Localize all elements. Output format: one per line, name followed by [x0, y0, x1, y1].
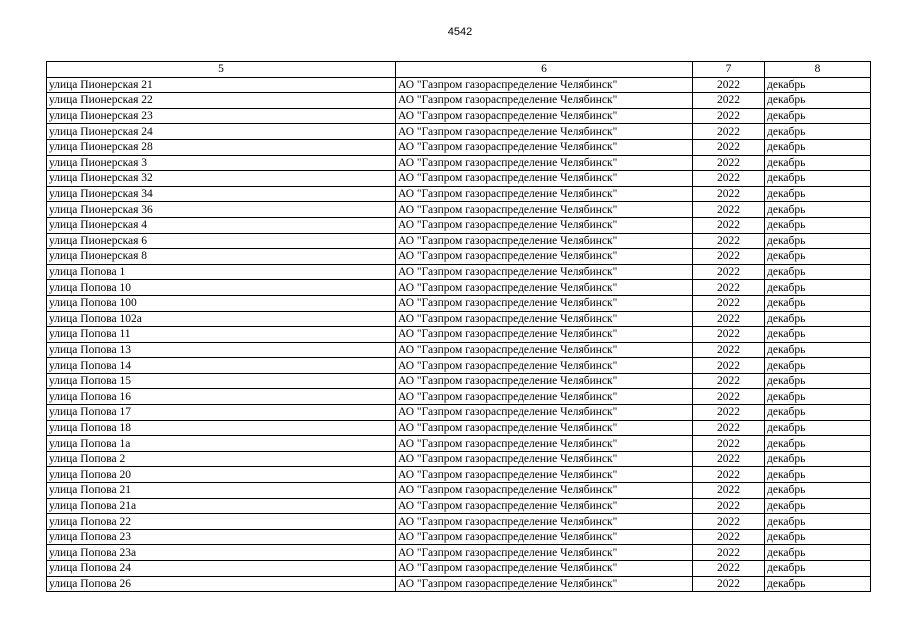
organization-cell: АО "Газпром газораспределение Челябинск" — [396, 327, 693, 343]
organization-cell: АО "Газпром газораспределение Челябинск" — [396, 436, 693, 452]
organization-cell: АО "Газпром газораспределение Челябинск" — [396, 561, 693, 577]
address-cell: улица Пионерская 23 — [47, 108, 396, 124]
table-row — [47, 249, 871, 265]
table-row — [47, 373, 871, 389]
address-cell: улица Попова 21а — [47, 498, 396, 514]
month-cell: декабрь — [765, 155, 871, 171]
month-cell: декабрь — [765, 77, 871, 93]
year-cell: 2022 — [693, 233, 765, 249]
month-cell: декабрь — [765, 217, 871, 233]
organization-cell: АО "Газпром газораспределение Челябинск" — [396, 77, 693, 93]
data-table — [46, 61, 871, 592]
table-row — [47, 171, 871, 187]
month-cell: декабрь — [765, 514, 871, 530]
organization-cell: АО "Газпром газораспределение Челябинск" — [396, 467, 693, 483]
month-cell: декабрь — [765, 529, 871, 545]
address-cell: улица Попова 18 — [47, 420, 396, 436]
table-row — [47, 186, 871, 202]
year-cell: 2022 — [693, 93, 765, 109]
column-header: 8 — [765, 62, 871, 78]
organization-cell: АО "Газпром газораспределение Челябинск" — [396, 249, 693, 265]
month-cell: декабрь — [765, 467, 871, 483]
organization-cell: АО "Газпром газораспределение Челябинск" — [396, 514, 693, 530]
year-cell: 2022 — [693, 436, 765, 452]
column-header: 6 — [396, 62, 693, 78]
organization-cell: АО "Газпром газораспределение Челябинск" — [396, 342, 693, 358]
table-row — [47, 451, 871, 467]
table-row — [47, 358, 871, 374]
organization-cell: АО "Газпром газораспределение Челябинск" — [396, 108, 693, 124]
year-cell: 2022 — [693, 389, 765, 405]
address-cell: улица Пионерская 6 — [47, 233, 396, 249]
organization-cell: АО "Газпром газораспределение Челябинск" — [396, 529, 693, 545]
year-cell: 2022 — [693, 249, 765, 265]
month-cell: декабрь — [765, 233, 871, 249]
table-row — [47, 139, 871, 155]
table-row — [47, 311, 871, 327]
table-row — [47, 342, 871, 358]
year-cell: 2022 — [693, 498, 765, 514]
address-cell: улица Попова 16 — [47, 389, 396, 405]
address-cell: улица Попова 21 — [47, 483, 396, 499]
address-cell: улица Попова 11 — [47, 327, 396, 343]
column-header: 5 — [47, 62, 396, 78]
table-row — [47, 233, 871, 249]
month-cell: декабрь — [765, 124, 871, 140]
table-row — [47, 155, 871, 171]
month-cell: декабрь — [765, 561, 871, 577]
page-number: 4542 — [447, 26, 473, 38]
year-cell: 2022 — [693, 514, 765, 530]
organization-cell: АО "Газпром газораспределение Челябинск" — [396, 545, 693, 561]
year-cell: 2022 — [693, 311, 765, 327]
table-row — [47, 405, 871, 421]
address-cell: улица Попова 15 — [47, 373, 396, 389]
address-cell: улица Попова 1а — [47, 436, 396, 452]
year-cell: 2022 — [693, 202, 765, 218]
month-cell: декабрь — [765, 295, 871, 311]
table-row — [47, 467, 871, 483]
year-cell: 2022 — [693, 124, 765, 140]
address-cell: улица Попова 24 — [47, 561, 396, 577]
organization-cell: АО "Газпром газораспределение Челябинск" — [396, 311, 693, 327]
organization-cell: АО "Газпром газораспределение Челябинск" — [396, 233, 693, 249]
month-cell: декабрь — [765, 498, 871, 514]
table-header — [47, 62, 871, 78]
year-cell: 2022 — [693, 217, 765, 233]
address-cell: улица Попова 14 — [47, 358, 396, 374]
address-cell: улица Пионерская 4 — [47, 217, 396, 233]
table-row — [47, 514, 871, 530]
month-cell: декабрь — [765, 373, 871, 389]
year-cell: 2022 — [693, 77, 765, 93]
organization-cell: АО "Газпром газораспределение Челябинск" — [396, 155, 693, 171]
month-cell: декабрь — [765, 420, 871, 436]
year-cell: 2022 — [693, 451, 765, 467]
address-cell: улица Попова 23 — [47, 529, 396, 545]
organization-cell: АО "Газпром газораспределение Челябинск" — [396, 451, 693, 467]
address-cell: улица Пионерская 28 — [47, 139, 396, 155]
organization-cell: АО "Газпром газораспределение Челябинск" — [396, 483, 693, 499]
table-row — [47, 280, 871, 296]
month-cell: декабрь — [765, 93, 871, 109]
table-row — [47, 483, 871, 499]
table-row — [47, 77, 871, 93]
table-row — [47, 498, 871, 514]
organization-cell: АО "Газпром газораспределение Челябинск" — [396, 171, 693, 187]
month-cell: декабрь — [765, 342, 871, 358]
organization-cell: АО "Газпром газораспределение Челябинск" — [396, 264, 693, 280]
year-cell: 2022 — [693, 295, 765, 311]
table-row — [47, 436, 871, 452]
year-cell: 2022 — [693, 576, 765, 592]
year-cell: 2022 — [693, 186, 765, 202]
organization-cell: АО "Газпром газораспределение Челябинск" — [396, 202, 693, 218]
table-row — [47, 327, 871, 343]
organization-cell: АО "Газпром газораспределение Челябинск" — [396, 186, 693, 202]
address-cell: улица Попова 10 — [47, 280, 396, 296]
month-cell: декабрь — [765, 202, 871, 218]
month-cell: декабрь — [765, 358, 871, 374]
year-cell: 2022 — [693, 139, 765, 155]
table-row — [47, 576, 871, 592]
table-row — [47, 389, 871, 405]
organization-cell: АО "Газпром газораспределение Челябинск" — [396, 389, 693, 405]
table-row — [47, 529, 871, 545]
year-cell: 2022 — [693, 561, 765, 577]
address-cell: улица Пионерская 3 — [47, 155, 396, 171]
year-cell: 2022 — [693, 108, 765, 124]
year-cell: 2022 — [693, 467, 765, 483]
year-cell: 2022 — [693, 483, 765, 499]
year-cell: 2022 — [693, 171, 765, 187]
organization-cell: АО "Газпром газораспределение Челябинск" — [396, 217, 693, 233]
address-cell: улица Пионерская 21 — [47, 77, 396, 93]
organization-cell: АО "Газпром газораспределение Челябинск" — [396, 373, 693, 389]
address-cell: улица Пионерская 36 — [47, 202, 396, 218]
organization-cell: АО "Газпром газораспределение Челябинск" — [396, 139, 693, 155]
month-cell: декабрь — [765, 249, 871, 265]
table-row — [47, 93, 871, 109]
organization-cell: АО "Газпром газораспределение Челябинск" — [396, 498, 693, 514]
organization-cell: АО "Газпром газораспределение Челябинск" — [396, 405, 693, 421]
column-header: 7 — [693, 62, 765, 78]
address-cell: улица Попова 20 — [47, 467, 396, 483]
address-cell: улица Попова 17 — [47, 405, 396, 421]
table-row — [47, 561, 871, 577]
month-cell: декабрь — [765, 171, 871, 187]
table-row — [47, 264, 871, 280]
address-cell: улица Попова 26 — [47, 576, 396, 592]
address-cell: улица Попова 22 — [47, 514, 396, 530]
address-cell: улица Попова 2 — [47, 451, 396, 467]
year-cell: 2022 — [693, 420, 765, 436]
year-cell: 2022 — [693, 373, 765, 389]
month-cell: декабрь — [765, 139, 871, 155]
address-cell: улица Пионерская 34 — [47, 186, 396, 202]
month-cell: декабрь — [765, 545, 871, 561]
organization-cell: АО "Газпром газораспределение Челябинск" — [396, 124, 693, 140]
address-cell: улица Попова 13 — [47, 342, 396, 358]
month-cell: декабрь — [765, 264, 871, 280]
organization-cell: АО "Газпром газораспределение Челябинск" — [396, 93, 693, 109]
month-cell: декабрь — [765, 280, 871, 296]
table-body — [47, 77, 871, 592]
address-cell: улица Пионерская 32 — [47, 171, 396, 187]
table-row — [47, 202, 871, 218]
month-cell: декабрь — [765, 451, 871, 467]
table-header-row — [47, 62, 871, 78]
year-cell: 2022 — [693, 155, 765, 171]
year-cell: 2022 — [693, 358, 765, 374]
year-cell: 2022 — [693, 264, 765, 280]
month-cell: декабрь — [765, 186, 871, 202]
year-cell: 2022 — [693, 405, 765, 421]
address-cell: улица Пионерская 24 — [47, 124, 396, 140]
address-cell: улица Попова 23а — [47, 545, 396, 561]
year-cell: 2022 — [693, 529, 765, 545]
organization-cell: АО "Газпром газораспределение Челябинск" — [396, 280, 693, 296]
month-cell: декабрь — [765, 405, 871, 421]
table-row — [47, 295, 871, 311]
table-row — [47, 108, 871, 124]
address-cell: улица Пионерская 8 — [47, 249, 396, 265]
address-cell: улица Попова 1 — [47, 264, 396, 280]
month-cell: декабрь — [765, 483, 871, 499]
month-cell: декабрь — [765, 108, 871, 124]
table-row — [47, 217, 871, 233]
organization-cell: АО "Газпром газораспределение Челябинск" — [396, 295, 693, 311]
month-cell: декабрь — [765, 327, 871, 343]
year-cell: 2022 — [693, 327, 765, 343]
year-cell: 2022 — [693, 545, 765, 561]
organization-cell: АО "Газпром газораспределение Челябинск" — [396, 420, 693, 436]
address-cell: улица Пионерская 22 — [47, 93, 396, 109]
year-cell: 2022 — [693, 280, 765, 296]
organization-cell: АО "Газпром газораспределение Челябинск" — [396, 576, 693, 592]
address-cell: улица Попова 102а — [47, 311, 396, 327]
month-cell: декабрь — [765, 436, 871, 452]
month-cell: декабрь — [765, 389, 871, 405]
table-row — [47, 545, 871, 561]
address-cell: улица Попова 100 — [47, 295, 396, 311]
organization-cell: АО "Газпром газораспределение Челябинск" — [396, 358, 693, 374]
month-cell: декабрь — [765, 311, 871, 327]
month-cell: декабрь — [765, 576, 871, 592]
table-row — [47, 124, 871, 140]
table-row — [47, 420, 871, 436]
year-cell: 2022 — [693, 342, 765, 358]
